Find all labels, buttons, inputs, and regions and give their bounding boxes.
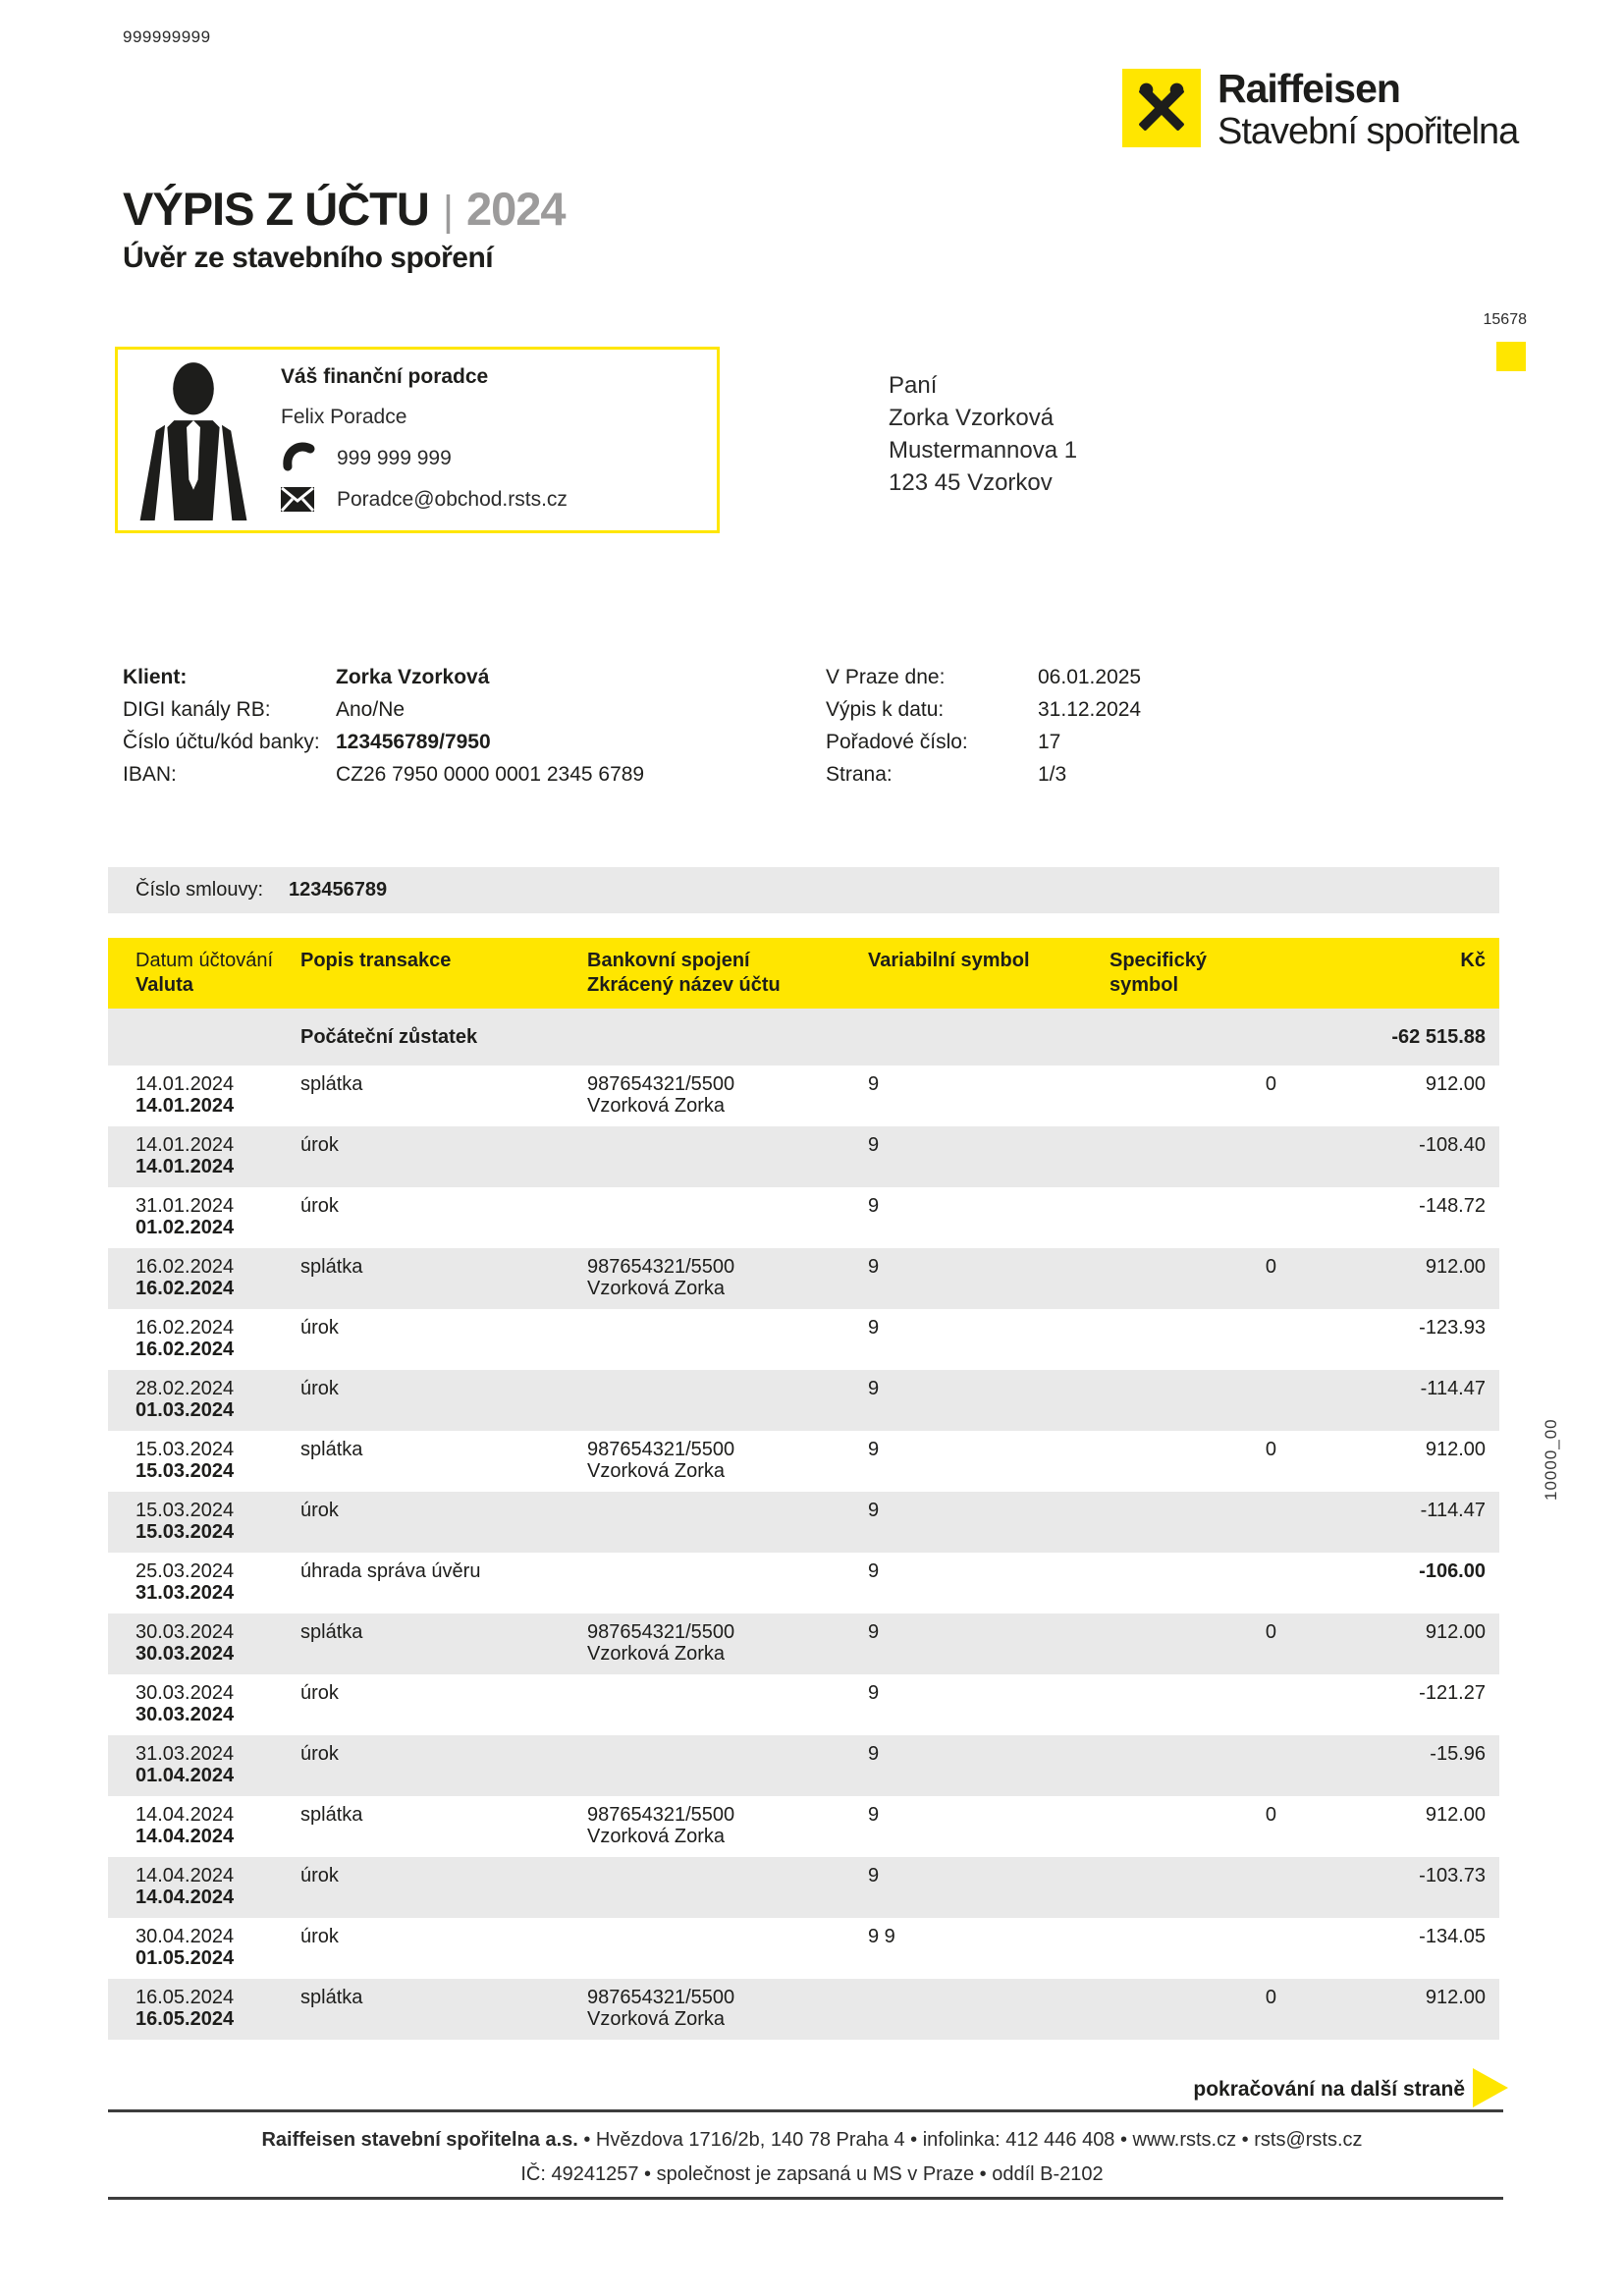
advisor-name: Felix Poradce bbox=[281, 406, 407, 428]
account-short-name: Vzorková Zorka bbox=[587, 1460, 726, 1482]
booking-date: 30.03.2024 bbox=[135, 1682, 235, 1704]
booking-date: 14.04.2024 bbox=[135, 1804, 235, 1826]
variable-symbol: 9 bbox=[868, 1195, 880, 1217]
info-label: DIGI kanály RB: bbox=[123, 698, 271, 721]
transaction-description: splátka bbox=[300, 1073, 363, 1095]
transaction-description: úrok bbox=[300, 1743, 339, 1765]
value-date: 30.03.2024 bbox=[135, 1643, 235, 1665]
header-description: Popis transakce bbox=[300, 950, 452, 971]
transactions-body bbox=[108, 1066, 1499, 2040]
person-icon bbox=[135, 361, 251, 520]
transaction-row bbox=[108, 1370, 1499, 1431]
amount: -114.47 bbox=[1420, 1500, 1486, 1521]
client-info-left bbox=[123, 661, 644, 791]
info-label: Klient: bbox=[123, 666, 188, 688]
envelope-icon bbox=[281, 487, 314, 512]
transaction-description: úrok bbox=[300, 1134, 339, 1156]
info-label: V Praze dne: bbox=[826, 666, 946, 688]
booking-date: 15.03.2024 bbox=[135, 1500, 235, 1521]
bank-logo bbox=[1122, 66, 1519, 152]
amount: -108.40 bbox=[1419, 1134, 1486, 1156]
variable-symbol: 9 bbox=[868, 1378, 880, 1399]
specific-symbol: 0 bbox=[1265, 1256, 1276, 1278]
bank-connection: 987654321/5500 bbox=[587, 1804, 735, 1826]
booking-date: 31.03.2024 bbox=[135, 1743, 235, 1765]
phone-icon bbox=[279, 438, 318, 477]
recipient-salutation: Paní bbox=[889, 372, 938, 399]
bank-connection: 987654321/5500 bbox=[587, 1439, 735, 1460]
value-date: 14.01.2024 bbox=[135, 1156, 235, 1177]
value-date: 14.04.2024 bbox=[135, 1886, 235, 1908]
recipient-name: Zorka Vzorková bbox=[889, 405, 1055, 431]
amount: -103.73 bbox=[1419, 1865, 1486, 1886]
variable-symbol: 9 bbox=[868, 1134, 880, 1156]
booking-date: 16.05.2024 bbox=[135, 1987, 235, 2008]
amount: -106.00 bbox=[1419, 1560, 1486, 1582]
recipient-city: 123 45 Vzorkov bbox=[889, 469, 1053, 496]
amount: -114.47 bbox=[1420, 1378, 1486, 1399]
transaction-description: splátka bbox=[300, 1256, 363, 1278]
transaction-row bbox=[108, 1309, 1499, 1370]
account-short-name: Vzorková Zorka bbox=[587, 1643, 726, 1665]
specific-symbol: 0 bbox=[1265, 1439, 1276, 1460]
info-label: Pořadové číslo: bbox=[826, 731, 968, 753]
info-label: Strana: bbox=[826, 763, 893, 786]
info-value: CZ26 7950 0000 0001 2345 6789 bbox=[336, 763, 645, 786]
value-date: 16.05.2024 bbox=[135, 2008, 235, 2030]
amount: 912.00 bbox=[1425, 1073, 1486, 1095]
transaction-row bbox=[108, 1187, 1499, 1248]
variable-symbol bbox=[868, 1987, 1080, 2040]
info-value: Ano/Ne bbox=[336, 698, 406, 721]
footer-contact-line bbox=[0, 2129, 1624, 2152]
value-date: 01.04.2024 bbox=[135, 1765, 235, 1786]
value-date: 16.02.2024 bbox=[135, 1278, 235, 1299]
opening-balance-label: Počáteční zůstatek bbox=[300, 1025, 478, 1048]
header-amount: Kč bbox=[1460, 950, 1486, 971]
booking-date: 14.04.2024 bbox=[135, 1865, 235, 1886]
title-year: 2024 bbox=[466, 183, 566, 235]
info-value: 123456789/7950 bbox=[336, 731, 491, 753]
transaction-row bbox=[108, 1735, 1499, 1796]
variable-symbol: 9 bbox=[868, 1804, 880, 1826]
advisor-phone: 999 999 999 bbox=[337, 447, 452, 469]
header-booking-date: Datum účtování bbox=[135, 950, 274, 971]
form-code: 15678 bbox=[1483, 311, 1527, 328]
value-date: 01.05.2024 bbox=[135, 1947, 235, 1969]
header-variable-symbol: Variabilní symbol bbox=[868, 950, 1030, 971]
info-label: IBAN: bbox=[123, 763, 177, 786]
contract-number: 123456789 bbox=[289, 879, 388, 901]
variable-symbol: 9 bbox=[868, 1621, 880, 1643]
amount: -134.05 bbox=[1419, 1926, 1486, 1947]
transaction-description: splátka bbox=[300, 1804, 363, 1826]
continuation-note: pokračování na další straně bbox=[1193, 2078, 1465, 2101]
raiffeisen-cross-icon bbox=[1122, 69, 1201, 147]
amount: 912.00 bbox=[1425, 1804, 1486, 1826]
booking-date: 16.02.2024 bbox=[135, 1256, 235, 1278]
transaction-description: úrok bbox=[300, 1865, 339, 1886]
booking-date: 14.01.2024 bbox=[135, 1073, 235, 1095]
info-value: Zorka Vzorková bbox=[336, 666, 490, 688]
transaction-row bbox=[108, 1613, 1499, 1674]
value-date: 16.02.2024 bbox=[135, 1339, 235, 1360]
variable-symbol: 9 bbox=[868, 1256, 880, 1278]
contract-label: Číslo smlouvy: bbox=[135, 879, 264, 901]
transaction-row bbox=[108, 1492, 1499, 1553]
bank-connection: 987654321/5500 bbox=[587, 1621, 735, 1643]
info-value: 31.12.2024 bbox=[1038, 698, 1142, 721]
print-code: 10000_00 bbox=[1542, 1418, 1560, 1501]
title-separator: | bbox=[442, 188, 453, 235]
transaction-row bbox=[108, 1553, 1499, 1613]
specific-symbol: 0 bbox=[1265, 1987, 1276, 2008]
footer-registration-line: IČ: 49241257 • společnost je zapsaná u MS v Praze • oddíl B-2102 bbox=[520, 2163, 1104, 2185]
advisor-email: Poradce@obchod.rsts.cz bbox=[337, 488, 568, 511]
header-account-short-name: Zkrácený název účtu bbox=[587, 974, 781, 996]
variable-symbol: 9 bbox=[868, 1682, 880, 1704]
transaction-description: úrok bbox=[300, 1682, 339, 1704]
brand-subtitle: Stavební spořitelna bbox=[1218, 111, 1519, 152]
transaction-description: úrok bbox=[300, 1195, 339, 1217]
variable-symbol: 9 bbox=[868, 1743, 880, 1765]
transaction-description: úrok bbox=[300, 1500, 339, 1521]
transaction-description: splátka bbox=[300, 1621, 363, 1643]
account-short-name: Vzorková Zorka bbox=[587, 1826, 726, 1847]
amount: 912.00 bbox=[1425, 1987, 1486, 2008]
transaction-description: úrok bbox=[300, 1317, 339, 1339]
info-label: Výpis k datu: bbox=[826, 698, 945, 721]
next-page-arrow-icon bbox=[1473, 2068, 1508, 2107]
bank-connection: 987654321/5500 bbox=[587, 1073, 735, 1095]
booking-date: 30.04.2024 bbox=[135, 1926, 235, 1947]
table-header bbox=[108, 938, 1499, 1009]
header-value-date: Valuta bbox=[135, 974, 193, 996]
advisor-box bbox=[115, 347, 720, 533]
recipient-address bbox=[889, 369, 1077, 499]
value-date: 31.03.2024 bbox=[135, 1582, 235, 1604]
amount: 912.00 bbox=[1425, 1439, 1486, 1460]
amount: -15.96 bbox=[1430, 1743, 1486, 1765]
transaction-row bbox=[108, 1918, 1499, 1979]
account-short-name: Vzorková Zorka bbox=[587, 1278, 726, 1299]
transaction-row bbox=[108, 1248, 1499, 1309]
title-main: VÝPIS Z ÚČTU bbox=[123, 183, 429, 235]
transaction-row bbox=[108, 1674, 1499, 1735]
amount: -121.27 bbox=[1419, 1682, 1486, 1704]
amount: -148.72 bbox=[1419, 1195, 1486, 1217]
booking-date: 16.02.2024 bbox=[135, 1317, 235, 1339]
footer-divider-bottom bbox=[108, 2197, 1503, 2200]
booking-date: 15.03.2024 bbox=[135, 1439, 235, 1460]
info-label: Číslo účtu/kód banky: bbox=[123, 731, 320, 753]
bank-connection: 987654321/5500 bbox=[587, 1987, 735, 2008]
booking-date: 25.03.2024 bbox=[135, 1560, 235, 1582]
yellow-corner-mark bbox=[1496, 342, 1526, 371]
brand-name: Raiffeisen bbox=[1218, 66, 1400, 111]
bank-connection: 987654321/5500 bbox=[587, 1256, 735, 1278]
footer-divider-top bbox=[108, 2109, 1503, 2112]
variable-symbol: 9 bbox=[868, 1317, 880, 1339]
value-date: 01.03.2024 bbox=[135, 1399, 235, 1421]
value-date: 14.04.2024 bbox=[135, 1826, 235, 1847]
contract-number-bar bbox=[108, 867, 1499, 913]
transaction-description: úrok bbox=[300, 1378, 339, 1399]
footer-company: Raiffeisen stavební spořitelna a.s. bbox=[261, 2129, 578, 2151]
transaction-row bbox=[108, 1066, 1499, 1126]
footer-address: • Hvězdova 1716/2b, 140 78 Praha 4 • infolinka: 412 446 408 • www.rsts.cz • rsts@rsts.cz bbox=[577, 2129, 1363, 2151]
header-bank-connection: Bankovní spojení bbox=[587, 950, 750, 971]
value-date: 15.03.2024 bbox=[135, 1521, 235, 1543]
transaction-description: splátka bbox=[300, 1439, 363, 1460]
specific-symbol: 0 bbox=[1265, 1804, 1276, 1826]
transaction-row bbox=[108, 1431, 1499, 1492]
header-specific-symbol: Specifický symbol bbox=[1110, 950, 1207, 996]
account-short-name: Vzorková Zorka bbox=[587, 1095, 726, 1117]
opening-balance-row bbox=[108, 1009, 1499, 1066]
value-date: 30.03.2024 bbox=[135, 1704, 235, 1725]
booking-date: 28.02.2024 bbox=[135, 1378, 235, 1399]
amount: -123.93 bbox=[1419, 1317, 1486, 1339]
transaction-row bbox=[108, 1979, 1499, 2040]
transaction-description: úrok bbox=[300, 1926, 339, 1947]
booking-date: 30.03.2024 bbox=[135, 1621, 235, 1643]
variable-symbol: 9 bbox=[868, 1500, 880, 1521]
transaction-row bbox=[108, 1126, 1499, 1187]
value-date: 01.02.2024 bbox=[135, 1217, 235, 1238]
amount: 912.00 bbox=[1425, 1621, 1486, 1643]
variable-symbol: 9 bbox=[868, 1865, 880, 1886]
account-short-name: Vzorková Zorka bbox=[587, 2008, 726, 2030]
booking-date: 14.01.2024 bbox=[135, 1134, 235, 1156]
page-subtitle: Úvěr ze stavebního spoření bbox=[123, 242, 494, 274]
variable-symbol: 9 9 bbox=[868, 1926, 895, 1947]
transaction-description: úhrada správa úvěru bbox=[300, 1560, 481, 1582]
amount: 912.00 bbox=[1425, 1256, 1486, 1278]
opening-balance-amount: -62 515.88 bbox=[1391, 1025, 1486, 1048]
page-title bbox=[123, 182, 566, 236]
transaction-row bbox=[108, 1796, 1499, 1857]
document-number: 999999999 bbox=[123, 27, 211, 46]
variable-symbol: 9 bbox=[868, 1560, 880, 1582]
booking-date: 31.01.2024 bbox=[135, 1195, 235, 1217]
info-value: 06.01.2025 bbox=[1038, 666, 1142, 688]
variable-symbol: 9 bbox=[868, 1073, 880, 1095]
value-date: 15.03.2024 bbox=[135, 1460, 235, 1482]
transaction-description: splátka bbox=[300, 1987, 363, 2008]
variable-symbol: 9 bbox=[868, 1439, 880, 1460]
statement-info-right bbox=[826, 661, 1141, 791]
specific-symbol: 0 bbox=[1265, 1073, 1276, 1095]
value-date: 14.01.2024 bbox=[135, 1095, 235, 1117]
specific-symbol: 0 bbox=[1265, 1621, 1276, 1643]
info-value: 1/3 bbox=[1038, 763, 1067, 786]
advisor-heading: Váš finanční poradce bbox=[281, 365, 489, 388]
recipient-street: Mustermannova 1 bbox=[889, 437, 1078, 464]
transaction-row bbox=[108, 1857, 1499, 1918]
info-value: 17 bbox=[1038, 731, 1061, 753]
